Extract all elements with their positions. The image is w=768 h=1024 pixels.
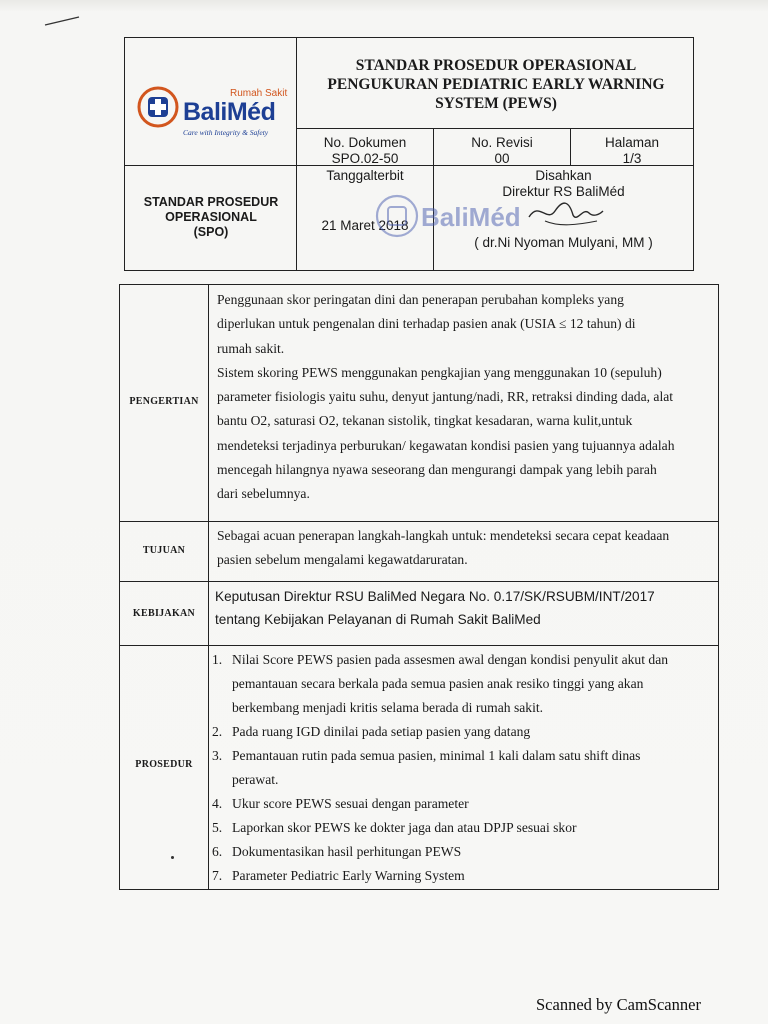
text-line: tentang Kebijakan Pelayanan di Rumah Sakit BaliMed [215,612,541,627]
title-line: SYSTEM (PEWS) [435,95,557,112]
procedure-item [212,720,712,744]
content-table [119,284,719,890]
text-line: Ukur score PEWS sesuai dengan parameter [232,796,469,811]
no-revisi-value: 00 [494,151,510,166]
no-dokumen-value: SPO.02-50 [331,151,399,166]
text-line: Sebagai acuan penerapan langkah-langkah untuk: mendeteksi secara cepat keadaan [217,528,670,543]
hospital-logo [125,38,297,166]
halaman-label: Halaman [604,135,660,150]
scanner-watermark: Scanned by CamScanner [536,995,701,1014]
hospital-name: BaliMéd [183,98,276,126]
text-line: Nilai Score PEWS pasien pada assesmen awal dengan kondisi penyulit akut dan [232,652,669,667]
text-line: rumah sakit. [217,340,285,356]
text-line: mencegah hilangnya nyawa seseorang dan mengurangi dampak yang lebih parah [217,462,657,478]
procedure-number: 7. [212,868,223,883]
procedure-item [212,648,712,720]
text-line: Penggunaan skor peringatan dini dan penerapan perubahan kompleks yang [217,292,624,307]
stray-mark [171,856,174,859]
text-line: Dokumentasikan hasil perhitungan PEWS [232,844,462,859]
tujuan-label: TUJUAN [142,545,186,556]
kebijakan-text [215,585,715,631]
procedure-number: 2. [212,724,223,739]
text-line: Laporkan skor PEWS ke dokter jaga dan atau DPJP sesuai skor [232,820,577,835]
kebijakan-label: KEBIJAKAN [132,608,196,619]
procedure-item [212,816,712,840]
text-line: bantu O2, saturasi O2, tekanan sistolik, tingkat kesadaran, warna kulit,untuk [217,413,633,429]
procedure-list [212,648,712,888]
text-line: Pada ruang IGD dinilai pada setiap pasien yang datang [232,724,531,739]
no-revisi-label: No. Revisi [471,135,533,150]
text-line: berkembang menjadi kritis selama berada di rumah sakit. [232,700,544,715]
text-line: pasien sebelum mengalami kegawatdaruratan. [217,552,468,568]
no-dokumen-cell [297,135,433,167]
tujuan-text [217,524,711,573]
pengertian-label: PENGERTIAN [129,396,199,407]
procedure-number: 6. [212,844,223,859]
text-line: Keputusan Direktur RSU BaliMed Negara No. 0.17/SK/RSUBM/INT/2017 [215,589,655,604]
hospital-tagline: Care with Integrity & Safety [183,128,269,137]
spo-label [125,195,297,240]
text-line: Sistem skoring PEWS menggunakan pengkajian yang menggunakan 10 (sepuluh) [217,364,662,380]
text-line: pemantauan secara berkala pada semua pasien anak resiko tinggi yang akan [232,676,644,691]
spo-label-line: OPERASIONAL [165,210,257,224]
svg-text:BaliMéd: BaliMéd [421,202,521,232]
document-title [297,56,695,113]
procedure-number: 1. [212,652,223,667]
procedure-item [212,744,712,792]
text-line: parameter fisiologis yaitu suhu, denyut jantung/nadi, RR, retraksi dinding dada, alat [217,389,674,405]
title-line: STANDAR PROSEDUR OPERASIONAL [355,57,637,74]
tanggal-terbit-value: 21 Maret 2018 [321,218,409,233]
director-signature [525,193,605,233]
no-dokumen-label: No. Dokumen [323,135,407,150]
balimed-logo-icon [137,86,179,128]
title-line: PENGUKURAN PEDIATRIC EARLY WARNING [327,76,665,93]
text-line: Parameter Pediatric Early Warning System [232,868,465,883]
prosedur-label: PROSEDUR [135,759,193,770]
hospital-stamp [375,186,535,246]
halaman-cell [571,135,693,167]
disahkan-label: Disahkan [535,168,592,183]
text-line: dari sebelumnya. [217,486,310,502]
procedure-number: 3. [212,748,223,763]
spo-label-line: (SPO) [193,225,229,239]
pen-mark [44,16,80,26]
signatory-name: ( dr.Ni Nyoman Mulyani, MM ) [474,235,653,250]
header-table [124,37,694,271]
tanggal-terbit-label: Tanggalterbit [326,168,404,183]
procedure-item [212,864,712,888]
text-line: perawat. [232,772,279,787]
pengertian-text [217,288,711,507]
procedure-number: 4. [212,796,223,811]
no-revisi-cell [434,135,570,167]
hospital-small-label: Rumah Sakit [230,88,288,99]
disahkan-by: Direktur RS BaliMéd [502,184,625,199]
text-line: mendeteksi terjadinya perburukan/ kegawatan kondisi pasien yang tujuannya adalah [217,437,675,453]
procedure-number: 5. [212,820,223,835]
halaman-value: 1/3 [622,151,642,166]
procedure-item [212,792,712,816]
text-line: diperlukan untuk pengenalan dini terhadap pasien anak (USIA ≤ 12 tahun) di [217,316,636,332]
spo-label-line: STANDAR PROSEDUR [143,195,279,209]
text-line: Pemantauan rutin pada semua pasien, minimal 1 kali dalam satu shift dinas [232,748,641,763]
procedure-item [212,840,712,864]
